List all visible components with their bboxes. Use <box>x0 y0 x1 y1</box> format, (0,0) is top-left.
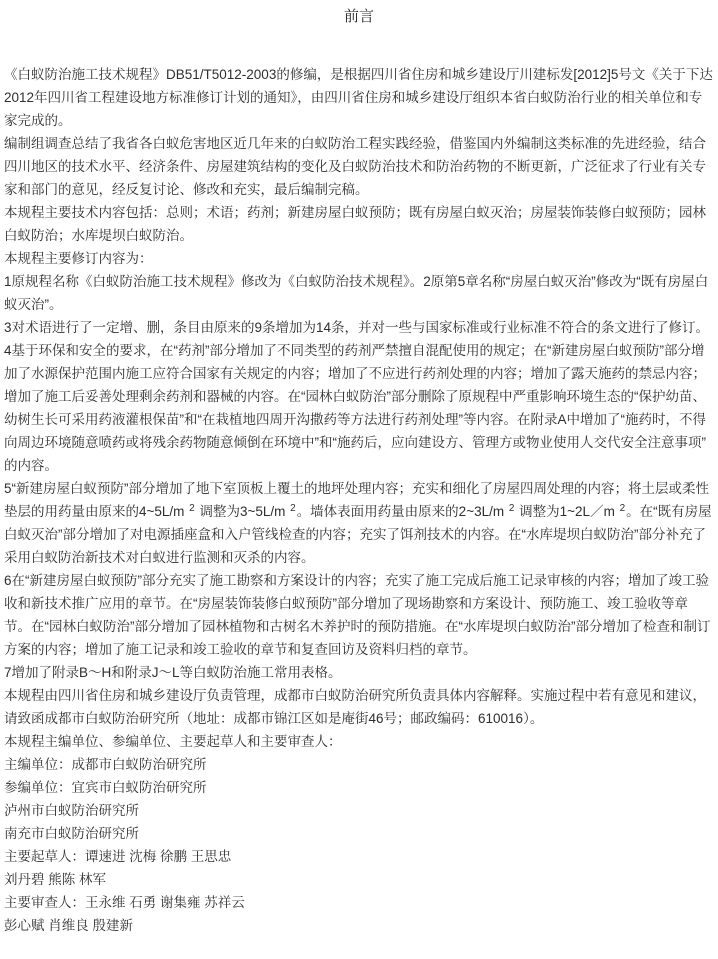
line-main-drafters-2: 刘丹碧 熊陈 林军 <box>4 872 107 887</box>
line-main-reviewers-1: 主要审查人：王永维 石勇 谢集雍 苏祥云 <box>4 895 245 910</box>
line-chief-editor-unit: 主编单位：成都市白蚁防治研究所 <box>4 757 207 772</box>
line-main-reviewers-2: 彭心赋 肖维良 殷建新 <box>4 918 134 933</box>
revision-item-7: 7增加了附录B～H和附录J～L等白蚁防治施工常用表格。 <box>4 665 342 680</box>
line-participating-unit-2: 泸州市白蚁防治研究所 <box>4 803 139 818</box>
line-participating-unit-3: 南充市白蚁防治研究所 <box>4 826 139 841</box>
paragraph-revision-intro: 本规程主要修订内容为： <box>4 251 153 266</box>
superscript: 2 <box>508 502 515 514</box>
superscript: 2 <box>189 502 195 514</box>
revision-item-5: 5“新建房屋白蚁预防”部分增加了地下室顶板上覆土的地坪处理内容；充实和细化了房屋四周处理的内容；将土层或柔性垫层的用药量由原来的4~5L/m $^2$ 调整为3~5L/m $^2$。墙体表面用药量由原来的2~3L/m $^2$ 调整为1~2L／m $^2$。在“既有房屋白蚁灭治”部分增加了对电源插座盒和入户管线检查的内容；充实了饵剂技术的内容。在“水库堤坝白蚁防治”部分补充了采用白蚁防治新技术对白蚁进行监测和灭杀的内容。 <box>4 481 712 565</box>
paragraph-technical-contents: 本规程主要技术内容包括：总则；术语；药剂；新建房屋白蚁预防；既有房屋白蚁灭治；房屋装饰装修白蚁预防；园林白蚁防治；水库堤坝白蚁防治。 <box>4 205 706 243</box>
paragraph-revision-basis: 《白蚁防治施工技术规程》DB51/T5012-2003的修编，是根据四川省住房和城乡建设厅川建标发[2012]5号文《关于下达2012年四川省工程建设地方标准修订计划的通知》，由四川省住房和城乡建设厅组织本省白蚁防治行业的相关单位和专家完成的。 <box>4 67 713 128</box>
paragraph-drafting-process: 编制组调查总结了我省各白蚁危害地区近几年来的白蚁防治工程实践经验，借鉴国内外编制这类标准的先进经验，结合四川地区的技术水平、经济条件、房屋建筑结构的变化及白蚁防治技术和防治药物的不断更新，广泛征求了行业有关专家和部门的意见，经反复讨论、修改和充实，最后编制完稿。 <box>4 136 706 197</box>
revision-item-3: 3对术语进行了一定增、删，条目由原来的9条增加为14条，并对一些与国家标准或行业标准不符合的条文进行了修订。 <box>4 320 710 335</box>
paragraph-management-contact: 本规程由四川省住房和城乡建设厅负责管理，成都市白蚁防治研究所负责具体内容解释。实施过程中若有意见和建议，请致函成都市白蚁防治研究所（地址：成都市锦江区如是庵街46号；邮政编码：610016）。 <box>4 688 706 726</box>
foreword-content <box>4 63 714 937</box>
page-title: 前言 <box>343 8 374 25</box>
superscript: 2 <box>619 502 626 514</box>
superscript: 2 <box>290 502 296 514</box>
revision-item-6: 6在“新建房屋白蚁预防”部分充实了施工勘察和方案设计的内容；充实了施工完成后施工记录审核的内容；增加了竣工验收和新技术推广应用的章节。在“房屋装饰装修白蚁预防”部分增加了现场勘察和方案设计、预防施工、竣工验收等章节。在“园林白蚁防治”部分增加了园林植物和古树名木养护时的预防措施。在“水库堤坝白蚁防治”部分增加了检查和制订方案的内容；增加了施工记录和竣工验收的章节和复查回访及资料归档的章节。 <box>4 573 711 657</box>
paragraph-units-intro: 本规程主编单位、参编单位、主要起草人和主要审查人： <box>4 734 342 749</box>
revision-item-4: 4基于环保和安全的要求，在“药剂”部分增加了不同类型的药剂严禁擅自混配使用的规定；在“新建房屋白蚁预防”部分增加了水源保护范围内施工应符合国家有关规定的内容；增加了不应进行药剂处理的内容；增加了露天施药的禁忌内容；增加了施工后妥善处理剩余药剂和器械的内容。在“园林白蚁防治”部分删除了原规程中严重影响环境生态的“保护幼苗、幼树生长可采用药液灌根保苗”和“在栽植地四周开沟撒药等方法进行药剂处理”等内容。在附录A中增加了“施药时，不得向周边环境随意喷药或将残余药物随意倾倒在环境中”和“施药后，应向建设方、管理方或物业使用人交代安全注意事项”的内容。 <box>4 343 706 473</box>
line-participating-unit-1: 参编单位：宜宾市白蚁防治研究所 <box>4 780 207 795</box>
revision-item-1-2: 1原规程名称《白蚁防治施工技术规程》修改为《白蚁防治技术规程》。2原第5章名称“房屋白蚁灭治”修改为“既有房屋白蚁灭治”。 <box>4 274 709 312</box>
line-main-drafters-1: 主要起草人：谭速进 沈梅 徐鹏 王思忠 <box>4 849 232 864</box>
